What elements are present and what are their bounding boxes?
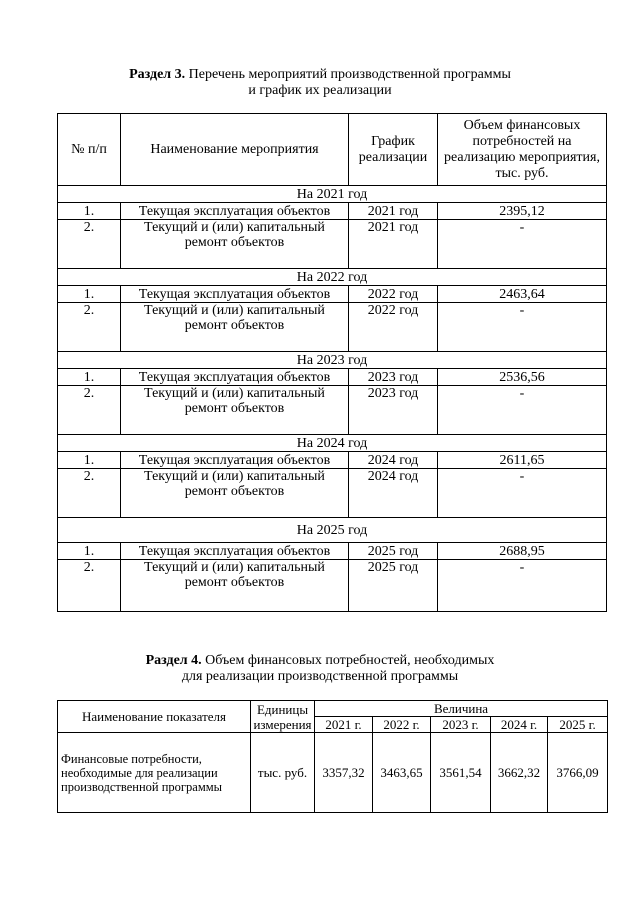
section3-heading-bold: Раздел 3. xyxy=(129,67,186,82)
row-schedule: 2022 год xyxy=(349,286,438,303)
table-row xyxy=(58,733,608,813)
row-value: 3357,32 xyxy=(315,733,373,813)
header-value: Величина xyxy=(315,701,608,717)
row-name: Текущий и (или) капитальный ремонт объектов xyxy=(121,220,349,269)
row-num: 2. xyxy=(58,386,121,435)
section3-heading-line1 xyxy=(0,67,640,83)
row-volume: 2395,12 xyxy=(438,203,607,220)
row-value: 3463,65 xyxy=(373,733,431,813)
row-num: 1. xyxy=(58,369,121,386)
year-row xyxy=(58,352,607,369)
row-schedule: 2022 год xyxy=(349,303,438,352)
table-row xyxy=(58,369,607,386)
row-name: Текущая эксплуатация объектов xyxy=(121,286,349,303)
row-volume: - xyxy=(438,303,607,352)
row-num: 2. xyxy=(58,303,121,352)
row-volume: 2536,56 xyxy=(438,369,607,386)
table-row xyxy=(58,286,607,303)
table-row xyxy=(58,469,607,518)
row-name: Текущий и (или) капитальный ремонт объектов xyxy=(121,560,349,612)
header-year: 2023 г. xyxy=(431,717,491,733)
table-row xyxy=(58,452,607,469)
row-num: 1. xyxy=(58,452,121,469)
row-value: 3766,09 xyxy=(548,733,608,813)
row-name: Текущий и (или) капитальный ремонт объектов xyxy=(121,303,349,352)
row-volume: - xyxy=(438,386,607,435)
header-year: 2024 г. xyxy=(491,717,548,733)
table-row xyxy=(58,220,607,269)
row-volume: - xyxy=(438,220,607,269)
row-volume: 2463,64 xyxy=(438,286,607,303)
section4-heading-text: Объем финансовых потребностей, необходимых xyxy=(205,653,495,668)
row-volume: 2611,65 xyxy=(438,452,607,469)
row-schedule: 2023 год xyxy=(349,386,438,435)
section4-heading-line2: для реализации производственной программы xyxy=(181,669,459,684)
table-row xyxy=(58,386,607,435)
year-label: На 2023 год xyxy=(58,352,607,369)
row-volume: - xyxy=(438,469,607,518)
row-value: 3662,32 xyxy=(491,733,548,813)
row-schedule: 2025 год xyxy=(349,560,438,612)
row-schedule: 2024 год xyxy=(349,452,438,469)
row-schedule: 2025 год xyxy=(349,543,438,560)
header-unit: Единицы измерения xyxy=(251,701,315,733)
section3-heading-text: Перечень мероприятий производственной программы xyxy=(188,67,511,82)
row-unit: тыс. руб. xyxy=(251,733,315,813)
section4-heading-line1 xyxy=(0,653,640,669)
row-num: 1. xyxy=(58,203,121,220)
row-volume: 2688,95 xyxy=(438,543,607,560)
row-name: Текущий и (или) капитальный ремонт объектов xyxy=(121,386,349,435)
row-schedule: 2021 год xyxy=(349,203,438,220)
section3-heading xyxy=(0,67,640,99)
row-name: Текущая эксплуатация объектов xyxy=(121,543,349,560)
row-num: 1. xyxy=(58,543,121,560)
header-year: 2021 г. xyxy=(315,717,373,733)
row-indicator: Финансовые потребности, необходимые для реализации производственной программы xyxy=(58,733,251,813)
table-row xyxy=(58,560,607,612)
activities-header-row xyxy=(58,114,607,186)
row-name: Текущая эксплуатация объектов xyxy=(121,203,349,220)
table-row xyxy=(58,543,607,560)
finance-header-row xyxy=(58,701,608,717)
finance-table xyxy=(57,700,608,813)
year-row xyxy=(58,269,607,286)
row-name: Текущая эксплуатация объектов xyxy=(121,369,349,386)
row-value: 3561,54 xyxy=(431,733,491,813)
section4-heading xyxy=(0,653,640,685)
row-num: 1. xyxy=(58,286,121,303)
row-schedule: 2024 год xyxy=(349,469,438,518)
header-year: 2025 г. xyxy=(548,717,608,733)
row-num: 2. xyxy=(58,469,121,518)
header-year: 2022 г. xyxy=(373,717,431,733)
activities-table xyxy=(57,113,607,612)
header-name: Наименование мероприятия xyxy=(121,114,349,186)
row-schedule: 2021 год xyxy=(349,220,438,269)
year-row xyxy=(58,186,607,203)
row-name: Текущая эксплуатация объектов xyxy=(121,452,349,469)
row-schedule: 2023 год xyxy=(349,369,438,386)
row-num: 2. xyxy=(58,220,121,269)
row-num: 2. xyxy=(58,560,121,612)
row-volume: - xyxy=(438,560,607,612)
year-row xyxy=(58,518,607,543)
year-row xyxy=(58,435,607,452)
header-indicator: Наименование показателя xyxy=(58,701,251,733)
year-label: На 2024 год xyxy=(58,435,607,452)
row-name: Текущий и (или) капитальный ремонт объектов xyxy=(121,469,349,518)
year-label: На 2021 год xyxy=(58,186,607,203)
section4-heading-bold: Раздел 4. xyxy=(145,653,202,668)
header-num: № п/п xyxy=(58,114,121,186)
header-schedule: График реализации xyxy=(349,114,438,186)
section3-heading-line2: и график их реализации xyxy=(248,83,392,98)
year-label: На 2025 год xyxy=(58,518,607,543)
table-row xyxy=(58,303,607,352)
year-label: На 2022 год xyxy=(58,269,607,286)
header-volume: Объем финансовых потребностей на реализацию мероприятия, тыс. руб. xyxy=(438,114,607,186)
table-row xyxy=(58,203,607,220)
